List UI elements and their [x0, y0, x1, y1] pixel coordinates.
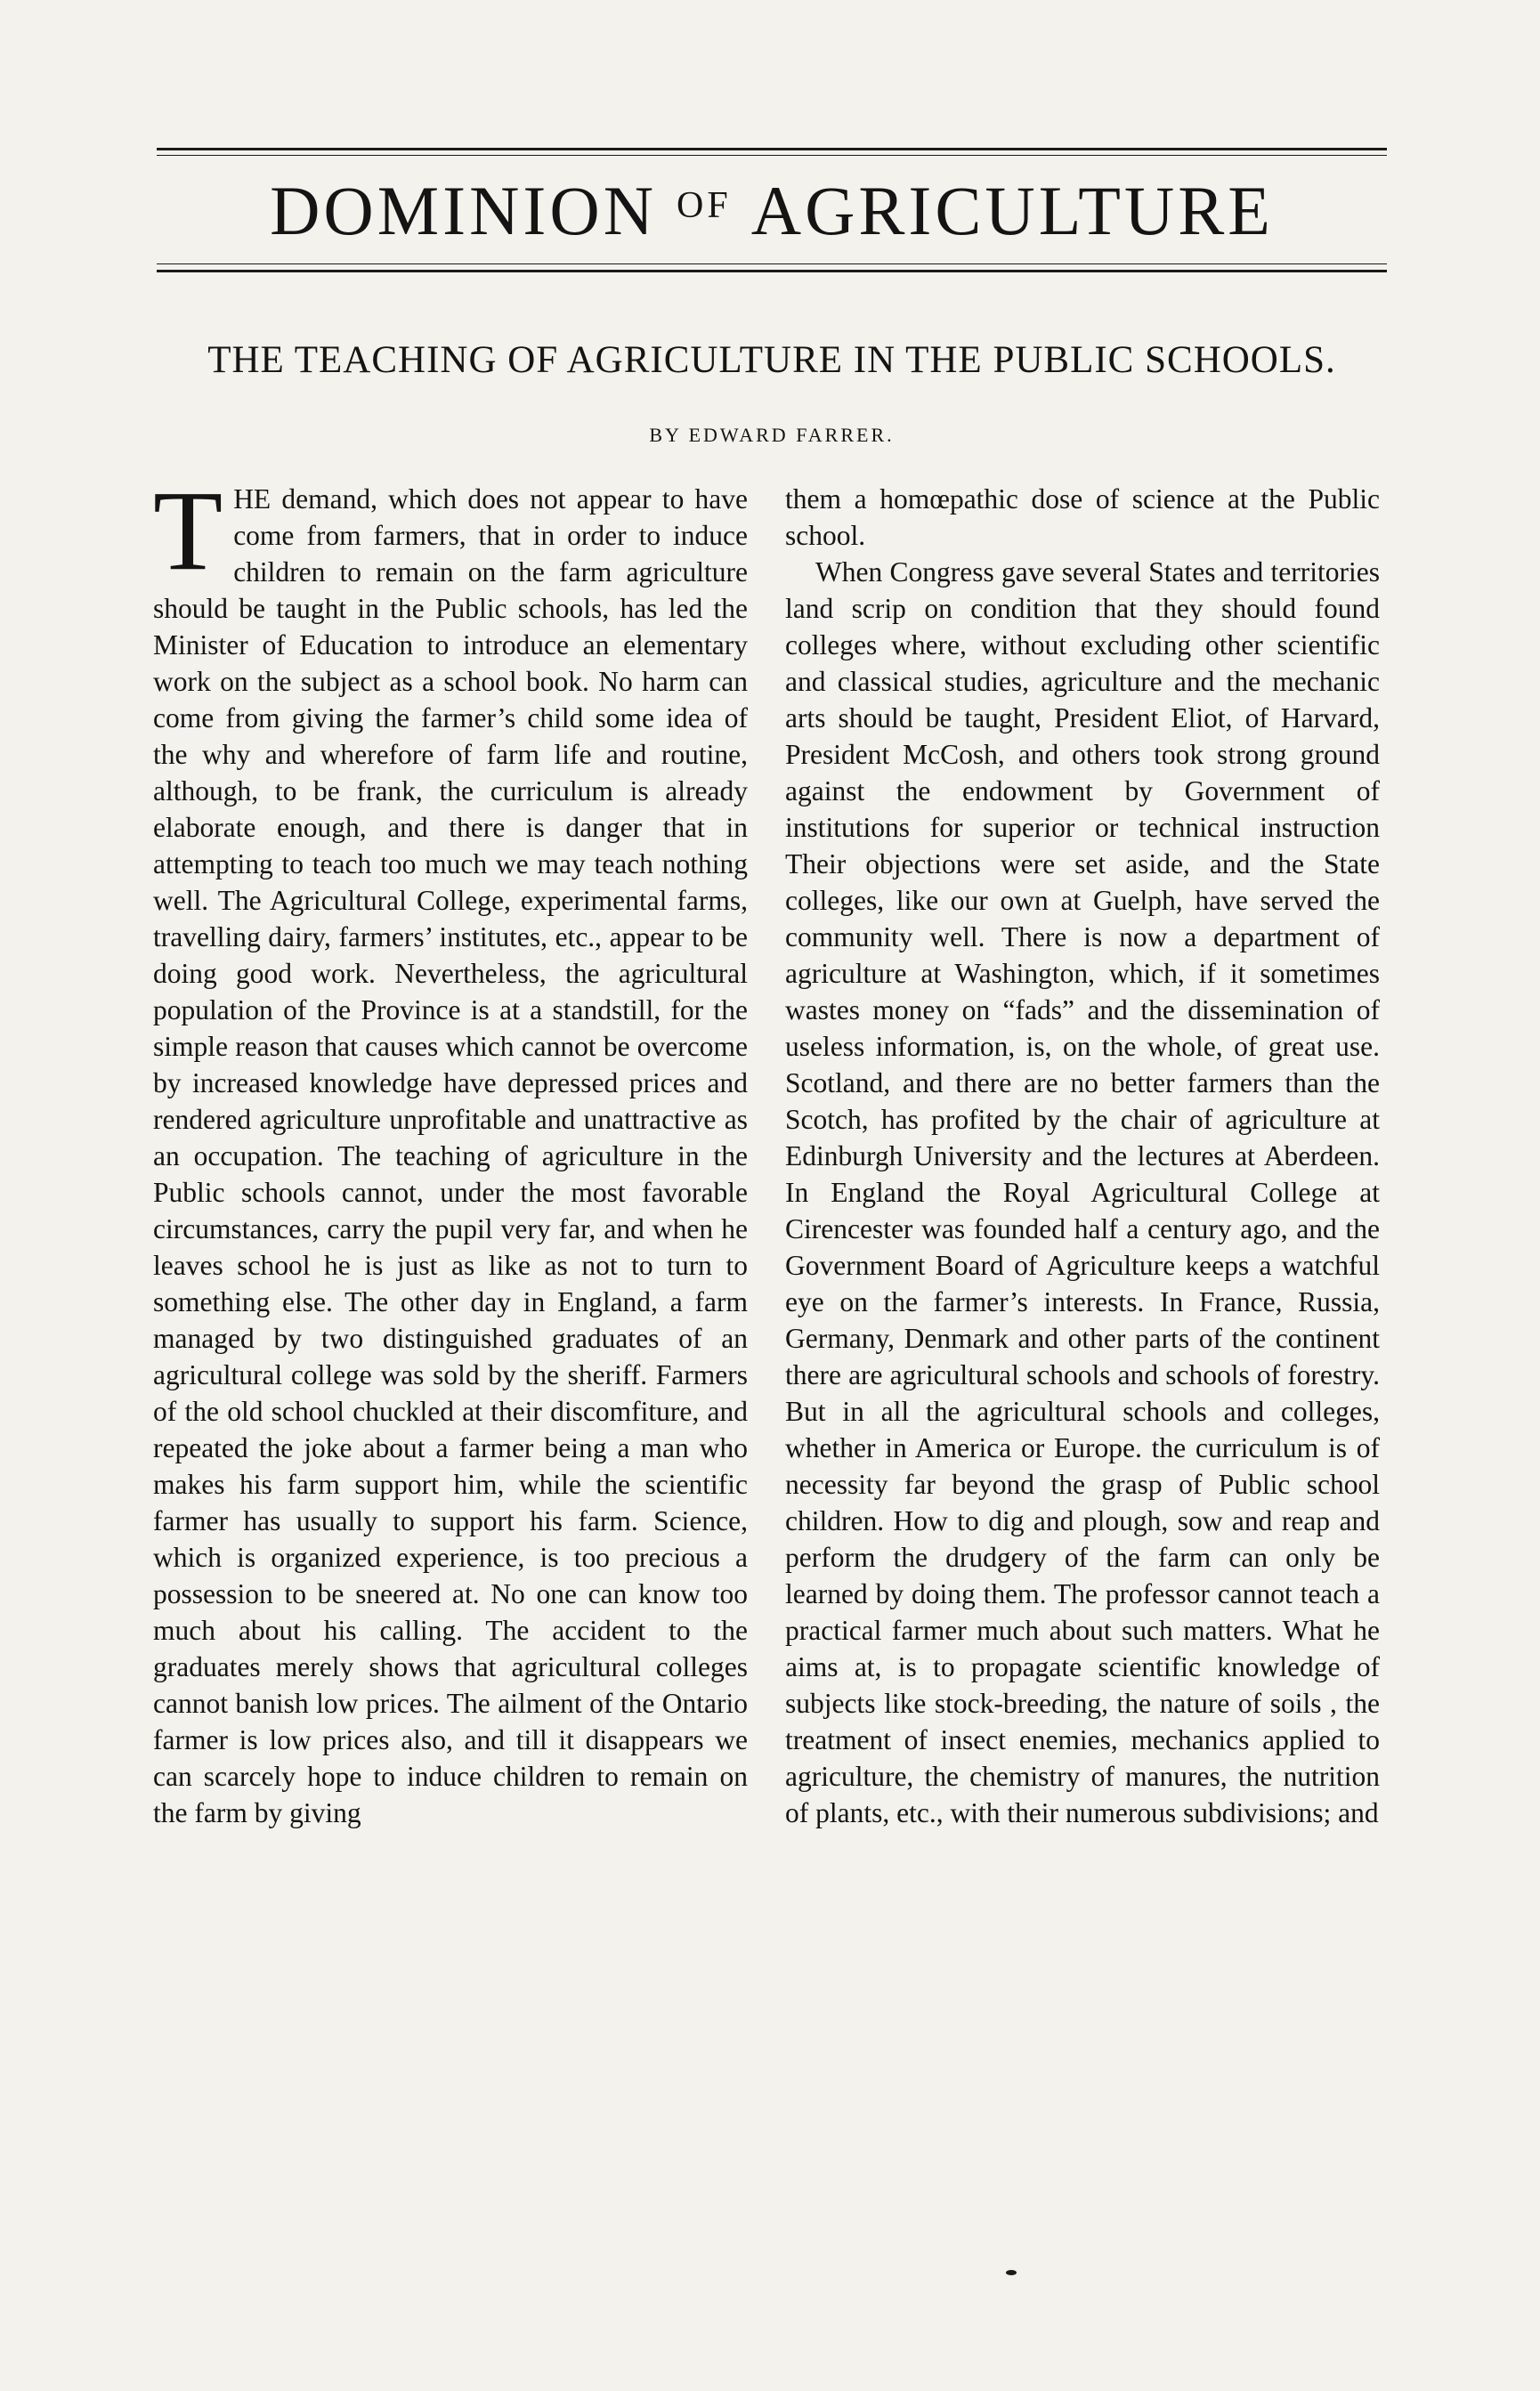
masthead-word-agriculture: AGRICULTURE [750, 172, 1274, 249]
masthead-rule-bottom-thin [157, 263, 1387, 264]
left-column [153, 467, 748, 1831]
masthead-rule-top [157, 148, 1387, 150]
article-title: THE TEACHING OF AGRICULTURE IN THE PUBLIC SCHOOLS. [207, 339, 1336, 381]
right-column [785, 481, 1380, 1831]
masthead-rule-top-thin [157, 155, 1387, 156]
left-paragraph-1 [153, 467, 748, 1831]
right-paragraph-2: When Congress gave several States and territories land scrip on condition that they should found colleges where, without excluding other scientific and classical studies, agriculture and the mechanic arts should be taught, President Eliot, of Harvard, President McCosh, and others took strong ground against the endowment by Government of institutions for superior or technical instruction Their objections were set aside, and the State colleges, like our own at Guelph, have served the community well. There is now a department of agriculture at Washington, which, if it sometimes wastes money on “fads” and the dissemination of useless information, is, on the whole, of great use. Scotland, and there are no better farmers than the Scotch, has profited by the chair of agriculture at Edinburgh University and the lectures at Aberdeen. In England the Royal Agricultural College at Cirencester was founded half a century ago, and the Government Board of Agriculture keeps a watchful eye on the farmer’s interests. In France, Russia, Germany, Denmark and other parts of the continent there are agricultural schools and schools of forestry. But in all the agricultural schools and colleges, whether in America or Europe. the curriculum is of necessity far beyond the grasp of Public school children. How to dig and plough, sow and reap and perform the drudgery of the farm can only be learned by doing them. The professor cannot teach a practical farmer much about such matters. What he aims at, is to propagate scientific knowledge of subjects like stock-breeding, the nature of soils , the treatment of insect enemies, mechanics applied to agriculture, the chemistry of manures, the nutrition of plants, etc., with their numerous subdivisions; and [785, 556, 1380, 1828]
article-byline: BY EDWARD FARRER. [649, 424, 895, 446]
masthead-word-dominion: DOMINION [270, 172, 658, 249]
masthead-word-of: OF [677, 185, 732, 226]
drop-cap: T [153, 467, 223, 594]
masthead-rule-bottom [157, 270, 1387, 272]
masthead [157, 162, 1387, 260]
left-paragraph-1-text: HE demand, which does not appear to have come from farmers, that in order to induce children to remain on the farm agriculture should be taught in the Public schools, has led the Minister of Education to introduce an elementary work on the subject as a school book. No harm can come from giving the farmer’s child some idea of the why and wherefore of farm life and routine, although, to be frank, the curriculum is already elaborate enough, and there is danger that in attempting to teach too much we may teach nothing well. The Agricultural College, experimental farms, travelling dairy, farmers’ institutes, etc., appear to be doing good work. Nevertheless, the agricultural population of the Province is at a standstill, for the simple reason that causes which cannot be overcome by increased knowledge have depressed prices and rendered agriculture unprofitable and unattractive as an occupation. The teaching of agriculture in the Public schools cannot, under the most favorable circumstances, carry the pupil very far, and when he leaves school he is just as like as not to turn to something else. The other day in England, a farm managed by two distinguished graduates of an agricultural college was sold by the sheriff. Farmers of the old school chuckled at their discomfiture, and repeated the joke about a farmer being a man who makes his farm support him, while the scientific farmer has usually to support his farm. Science, which is organized experience, is too precious a possession to be sneered at. No one can know too much about his calling. The accident to the graduates merely shows that agricultural colleges cannot banish low prices. The ailment of the Ontario farmer is low prices also, and till it disappears we can scarcely hope to induce children to remain on the farm by giving [153, 483, 748, 1828]
right-paragraph-1: them a homœpathic dose of science at the Public school. [785, 483, 1380, 551]
ink-speck [1006, 2270, 1017, 2275]
